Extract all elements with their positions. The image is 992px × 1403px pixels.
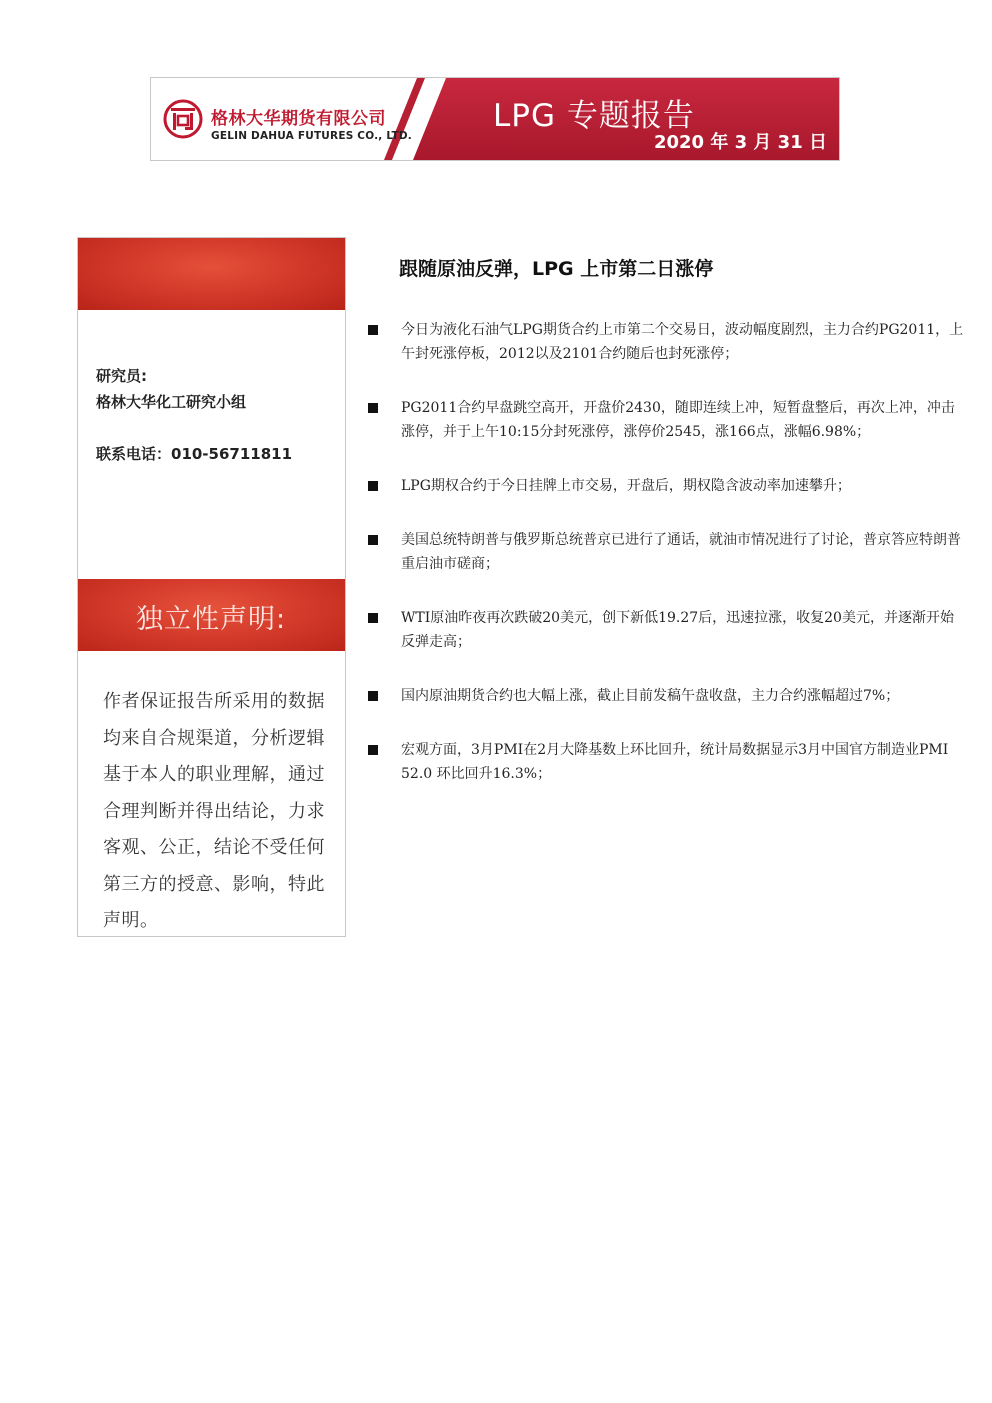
list-item xyxy=(368,606,966,654)
declaration-title: 独立性声明: xyxy=(136,604,287,635)
declaration-text: 作者保证报告所采用的数据均来自合规渠道，分析逻辑基于本人的职业理解，通过合理判断并得出结论，力求客观、公正，结论不受任何第三方的授意、影响，特此声明。 xyxy=(103,691,325,931)
list-item xyxy=(368,396,966,444)
list-item xyxy=(368,474,966,498)
list-item-text: LPG期权合约于今日挂牌上市交易，开盘后，期权隐含波动率加速攀升； xyxy=(401,478,851,494)
contact-phone: 联系电话：010-56711811 xyxy=(96,445,293,463)
list-item-text: PG2011合约早盘跳空高开，开盘价2430，随即连续上冲，短暂盘整后，再次上冲，冲击涨停，并于上午10:15分封死涨停，涨停价2545，涨166点，涨幅6.98%； xyxy=(401,400,955,440)
list-item-text: 美国总统特朗普与俄罗斯总统普京已进行了通话，就油市情况进行了讨论，普京答应特朗普重启油市磋商； xyxy=(401,532,961,572)
list-item xyxy=(368,528,966,576)
list-item-text: 国内原油期货合约也大幅上涨，截止目前发稿午盘收盘，主力合约涨幅超过7%； xyxy=(401,688,900,704)
report-banner xyxy=(150,77,840,161)
list-item xyxy=(368,318,966,366)
list-item-text: 宏观方面，3月PMI在2月大降基数上环比回升，统计局数据显示3月中国官方制造业PMI 52.0 环比回升16.3%； xyxy=(401,742,949,782)
bullet-square-icon xyxy=(368,325,378,335)
bullet-square-icon xyxy=(368,691,378,701)
company-logo-icon xyxy=(163,99,203,139)
report-type-title: LPG 专题报告 xyxy=(493,98,695,134)
declaration-header xyxy=(78,579,345,651)
bullet-square-icon xyxy=(368,535,378,545)
company-name-cn: 格林大华期货有限公司 xyxy=(211,109,386,129)
list-item-text: WTI原油昨夜再次跌破20美元，创下新低19.27后，迅速拉涨，收复20美元，并逐渐开始反弹走高； xyxy=(401,610,954,650)
list-item-text: 今日为液化石油气LPG期货合约上市第二个交易日，波动幅度剧烈，主力合约PG2011，上午封死涨停板，2012以及2101合约随后也封死涨停； xyxy=(401,322,964,362)
sidebar-header-block xyxy=(78,238,345,310)
sidebar-panel xyxy=(77,237,346,937)
research-team: 格林大华化工研究小组 xyxy=(96,393,247,411)
bullet-square-icon xyxy=(368,613,378,623)
key-points-list xyxy=(368,318,966,816)
company-name-en: GELIN DAHUA FUTURES CO., LTD. xyxy=(211,130,412,142)
list-item xyxy=(368,684,966,708)
researcher-label: 研究员: xyxy=(96,367,147,385)
report-date: 2020 年 3 月 31 日 xyxy=(653,132,827,153)
list-item xyxy=(368,738,966,786)
bullet-square-icon xyxy=(368,745,378,755)
report-headline: 跟随原油反弹，LPG 上市第二日涨停 xyxy=(399,258,714,280)
bullet-square-icon xyxy=(368,481,378,491)
bullet-square-icon xyxy=(368,403,378,413)
